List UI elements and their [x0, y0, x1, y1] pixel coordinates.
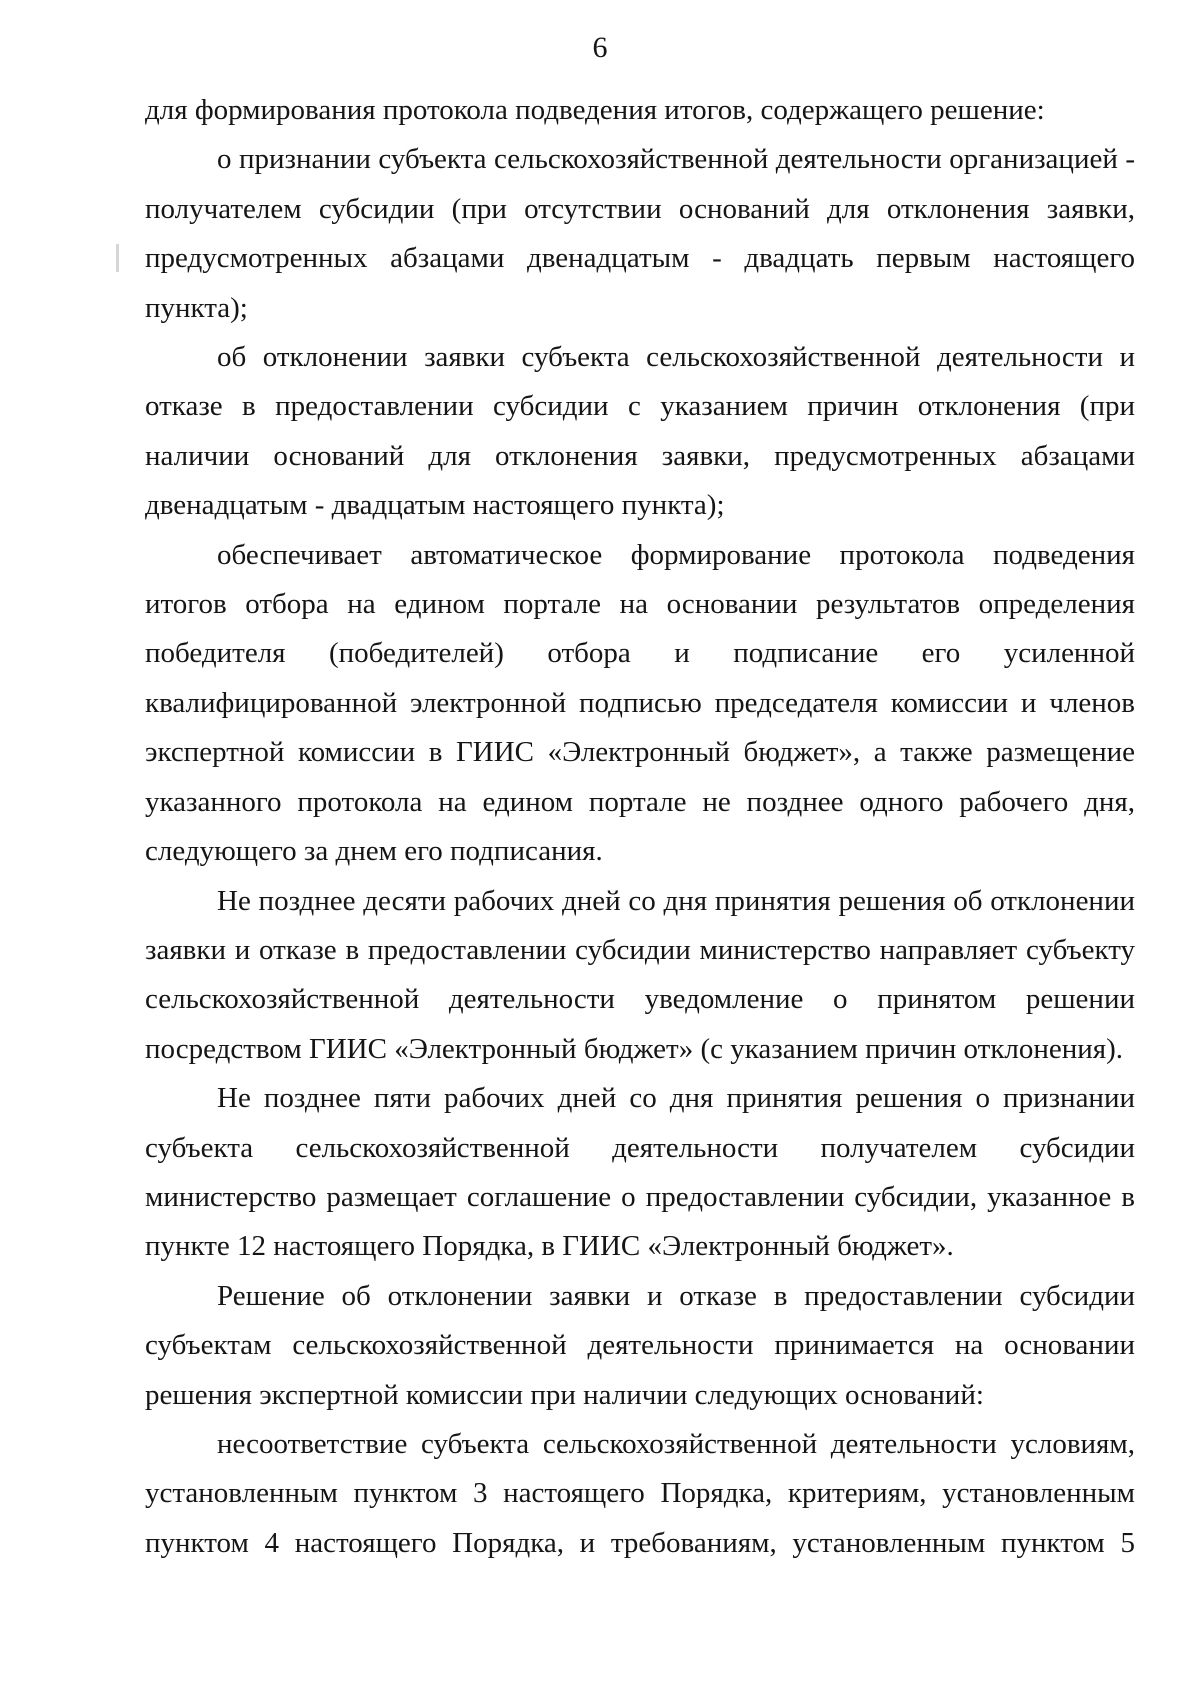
paragraph-rejection-notice: Не позднее десяти рабочих дней со дня принятия решения об отклонении заявки и отказе в предоставлении субсидии министерство направляет субъекту сельскохозяйственной деятельности уведомление о принятом решении посредством ГИИС «Электронный бюджет» (с указанием причин отклонения).	[145, 884, 1135, 1065]
page-number: 6	[592, 31, 608, 64]
paragraph-continuation: для формирования протокола подведения итогов, содержащего решение:	[145, 94, 1045, 126]
paragraph-protocol-formation: обеспечивает автоматическое формирование протокола подведения итогов отбора на едином портале на основании результатов определения победителя (победителей) отбора и подписание его усиленной квалифицированной электронной подписью председателя комиссии и членов экспертной комиссии в ГИИС «Электронный бюджет», а также размещение указанного протокола на едином портале не позднее одного рабочего дня, следующего за днем его подписания.	[145, 538, 1135, 868]
paragraph-rejection-grounds: Решение об отклонении заявки и отказе в предоставлении субсидии субъектам сельскохозяйственной деятельности принимается на основании решения экспертной комиссии при наличии следующих оснований:	[145, 1279, 1135, 1411]
paragraph-agreement-placement: Не позднее пяти рабочих дней со дня принятия решения о признании субъекта сельскохозяйственной деятельности получателем субсидии министерство размещает соглашение о предоставлении субсидии, указанное в пункте 12 настоящего Порядка, в ГИИС «Электронный бюджет».	[145, 1082, 1135, 1263]
paragraph-rejection-decision: об отклонении заявки субъекта сельскохозяйственной деятельности и отказе в предоставлении субсидии с указанием причин отклонения (при наличии оснований для отклонения заявки, предусмотренных абзацами двенадцатым - двадцатым настоящего пункта);	[145, 341, 1135, 522]
margin-mark	[116, 244, 119, 272]
document-body	[145, 86, 1135, 1568]
paragraph-nonconformity: несоответствие субъекта сельскохозяйственной деятельности условиям, установленным пунктом 3 настоящего Порядка, критериям, установленным пунктом 4 настоящего Порядка, и требованиям, установленным пунктом 5	[145, 1427, 1135, 1559]
paragraph-recognition-decision: о признании субъекта сельскохозяйственной деятельности организацией - получателем субсидии (при отсутствии оснований для отклонения заявки, предусмотренных абзацами двенадцатым - двадцать первым настоящего пункта);	[145, 143, 1135, 324]
